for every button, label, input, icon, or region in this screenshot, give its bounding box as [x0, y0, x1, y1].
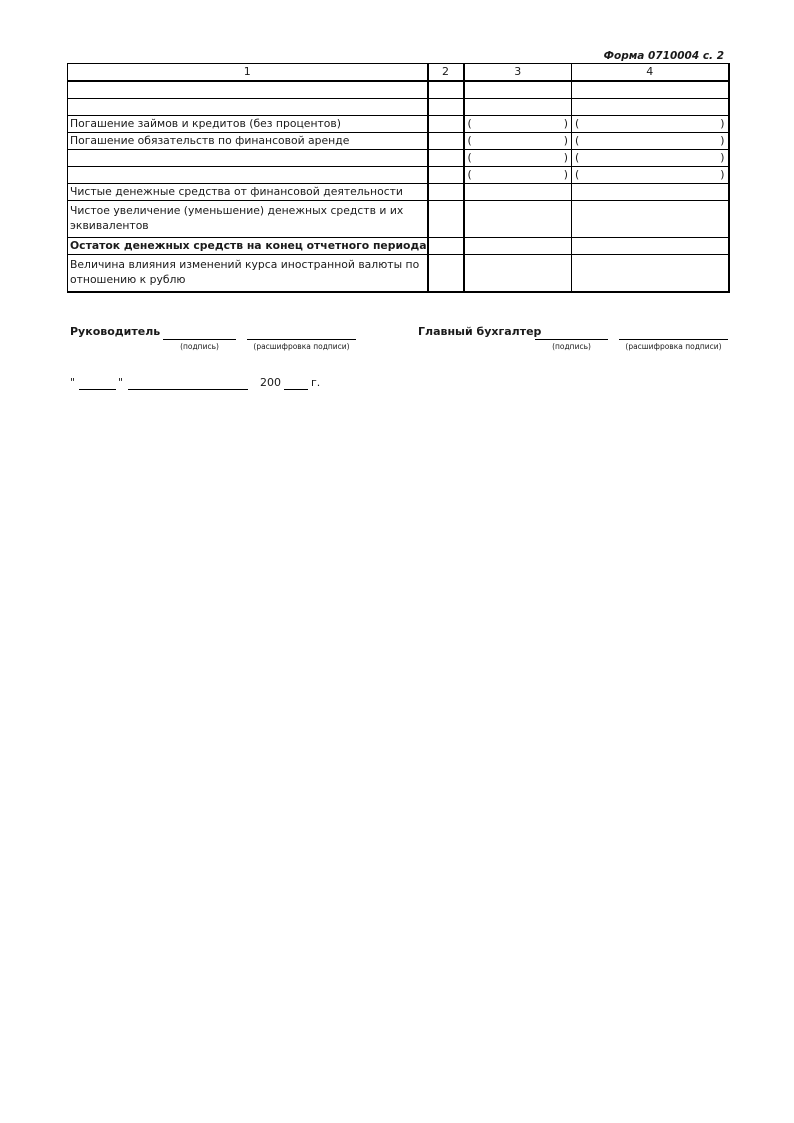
table-row	[68, 255, 729, 293]
form-code: Форма 0710004 с. 2	[603, 50, 724, 62]
previous-period-cell[interactable]	[572, 201, 729, 238]
accountant-signature-line[interactable]	[535, 339, 608, 340]
table-row	[68, 116, 729, 133]
previous-period-cell[interactable]	[572, 133, 729, 150]
accountant-signature-hint: (подпись)	[552, 342, 591, 351]
current-period-cell[interactable]	[464, 81, 572, 99]
current-period-cell[interactable]	[464, 238, 572, 255]
head-signature-line[interactable]	[163, 339, 236, 340]
row-label: Величина влияния изменений курса иностранной валюты по отношению к рублю	[68, 255, 428, 293]
paren-open: (	[467, 134, 472, 147]
code-cell[interactable]	[428, 184, 464, 201]
cash-flow-table	[67, 63, 730, 293]
previous-period-cell[interactable]	[572, 255, 729, 293]
chief-accountant-label: Главный бухгалтер	[418, 325, 542, 338]
table-header-row	[68, 64, 729, 82]
table-row	[68, 184, 729, 201]
date-quote-close: "	[118, 376, 124, 389]
row-label	[68, 167, 428, 184]
column-header-2: 2	[428, 64, 464, 82]
paren-close: )	[563, 151, 568, 164]
code-cell[interactable]	[428, 255, 464, 293]
row-label	[68, 99, 428, 116]
head-label: Руководитель	[70, 325, 161, 338]
current-period-cell[interactable]	[464, 201, 572, 238]
code-cell[interactable]	[428, 238, 464, 255]
table-row	[68, 167, 729, 184]
table-row	[68, 150, 729, 167]
paren-open: (	[575, 151, 580, 164]
previous-period-cell[interactable]	[572, 116, 729, 133]
accountant-decoding-line[interactable]	[619, 339, 728, 340]
current-period-cell[interactable]	[464, 255, 572, 293]
table-row	[68, 99, 729, 116]
previous-period-cell[interactable]	[572, 167, 729, 184]
paren-open: (	[575, 117, 580, 130]
current-period-cell[interactable]	[464, 184, 572, 201]
table-row	[68, 201, 729, 238]
code-cell[interactable]	[428, 167, 464, 184]
paren-open: (	[467, 168, 472, 181]
code-cell[interactable]	[428, 116, 464, 133]
paren-close: )	[563, 134, 568, 147]
current-period-cell[interactable]	[464, 116, 572, 133]
head-decoding-line[interactable]	[247, 339, 356, 340]
column-header-3: 3	[464, 64, 572, 82]
paren-open: (	[467, 117, 472, 130]
code-cell[interactable]	[428, 150, 464, 167]
column-header-1: 1	[68, 64, 428, 82]
date-quote-open: "	[70, 376, 76, 389]
paren-close: )	[720, 117, 725, 130]
previous-period-cell[interactable]	[572, 150, 729, 167]
date-year-prefix: 200	[260, 376, 281, 389]
date-month-line[interactable]	[128, 389, 248, 390]
head-signature-hint: (подпись)	[180, 342, 219, 351]
current-period-cell[interactable]	[464, 150, 572, 167]
current-period-cell[interactable]	[464, 99, 572, 116]
row-label: Остаток денежных средств на конец отчетного периода	[68, 238, 428, 255]
table-row	[68, 81, 729, 99]
row-label	[68, 81, 428, 99]
previous-period-cell[interactable]	[572, 184, 729, 201]
paren-close: )	[720, 168, 725, 181]
paren-open: (	[575, 134, 580, 147]
row-label: Погашение займов и кредитов (без процентов)	[68, 116, 428, 133]
date-year-suffix: г.	[311, 376, 321, 389]
code-cell[interactable]	[428, 81, 464, 99]
column-header-4: 4	[572, 64, 729, 82]
current-period-cell[interactable]	[464, 133, 572, 150]
code-cell[interactable]	[428, 201, 464, 238]
row-label	[68, 150, 428, 167]
head-decoding-hint: (расшифровка подписи)	[253, 342, 350, 351]
current-period-cell[interactable]	[464, 167, 572, 184]
row-label: Чистое увеличение (уменьшение) денежных средств и их эквивалентов	[68, 201, 428, 238]
table-row	[68, 238, 729, 255]
code-cell[interactable]	[428, 133, 464, 150]
paren-open: (	[467, 151, 472, 164]
previous-period-cell[interactable]	[572, 99, 729, 116]
table-row	[68, 133, 729, 150]
row-label: Погашение обязательств по финансовой аренде	[68, 133, 428, 150]
paren-open: (	[575, 168, 580, 181]
date-year-line[interactable]	[284, 389, 308, 390]
code-cell[interactable]	[428, 99, 464, 116]
paren-close: )	[563, 168, 568, 181]
date-day-line[interactable]	[79, 389, 116, 390]
paren-close: )	[720, 151, 725, 164]
paren-close: )	[720, 134, 725, 147]
previous-period-cell[interactable]	[572, 238, 729, 255]
row-label: Чистые денежные средства от финансовой деятельности	[68, 184, 428, 201]
accountant-decoding-hint: (расшифровка подписи)	[625, 342, 722, 351]
previous-period-cell[interactable]	[572, 81, 729, 99]
paren-close: )	[563, 117, 568, 130]
